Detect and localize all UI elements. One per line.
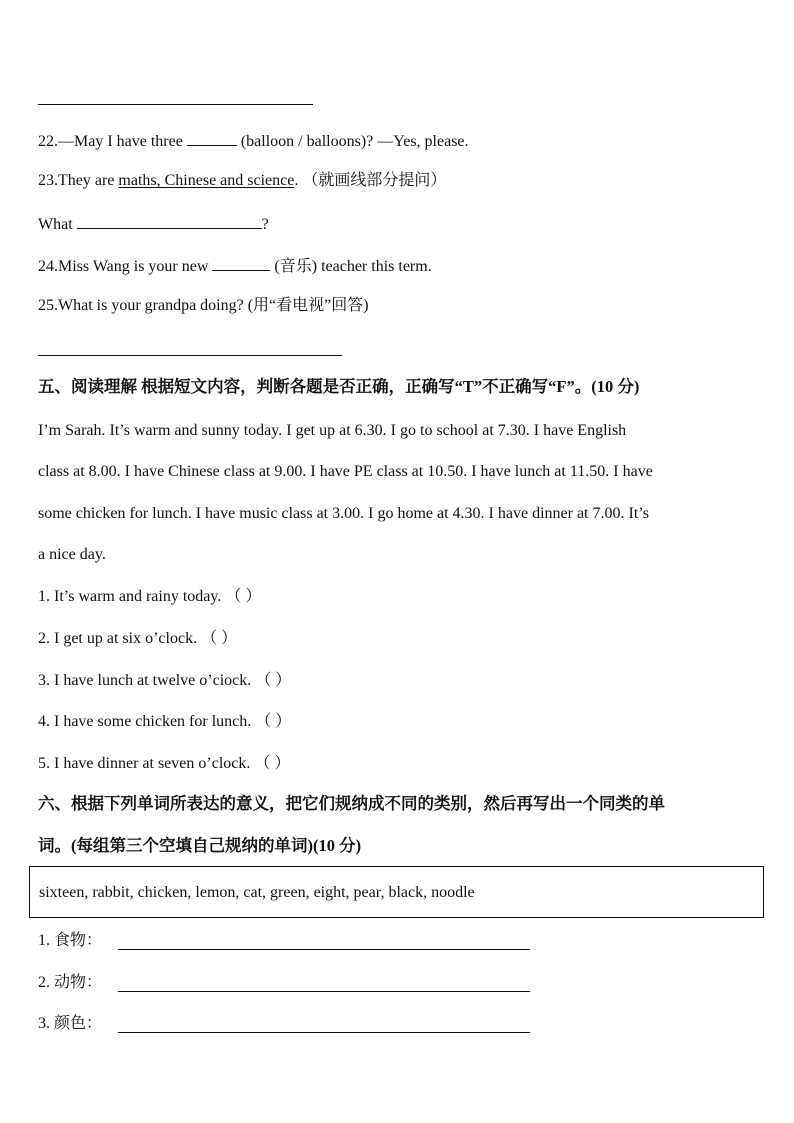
statement-4[interactable]: 4. I have some chicken for lunch. （ ） bbox=[38, 713, 292, 730]
category-animal-label: 2. 动物： bbox=[38, 974, 103, 991]
section-6-heading-line-1: 六、根据下列单词所表达的意义，把它们规纳成不同的类别，然后再写出一个同类的单 bbox=[38, 794, 665, 813]
q23-number: 23.They are bbox=[38, 172, 119, 189]
statement-2[interactable]: 2. I get up at six o’clock. （ ） bbox=[38, 630, 238, 647]
question-23-answer bbox=[38, 213, 269, 235]
q23-underlined-part: maths, Chinese and science bbox=[118, 172, 295, 189]
word-box-text: sixteen, rabbit, chicken, lemon, cat, green, eight, pear, black, noodle bbox=[39, 884, 475, 901]
q23-suffix: . （就画线部分提问） bbox=[294, 172, 447, 189]
category-color-label: 3. 颜色： bbox=[38, 1015, 103, 1032]
q22-blank[interactable] bbox=[187, 130, 237, 146]
word-box bbox=[29, 866, 764, 918]
category-food-label: 1. 食物： bbox=[38, 932, 103, 949]
question-23 bbox=[38, 171, 446, 191]
passage-line-4: a nice day. bbox=[38, 546, 106, 563]
category-color-line[interactable] bbox=[118, 1032, 530, 1033]
statement-5[interactable]: 5. I have dinner at seven o’clock. （ ） bbox=[38, 755, 291, 772]
question-25 bbox=[38, 296, 369, 316]
passage-line-3: some chicken for lunch. I have music class at 3.00. I go home at 4.30. I have dinner at 7.00. It’s bbox=[38, 505, 649, 522]
category-food-line[interactable] bbox=[118, 949, 530, 950]
statement-3[interactable]: 3. I have lunch at twelve o’ciock. （ ） bbox=[38, 672, 292, 689]
q24-suffix: (音乐) teacher this term. bbox=[270, 258, 432, 275]
passage-line-2: class at 8.00. I have Chinese class at 9.00. I have PE class at 10.50. I have lunch at 11.50. I have bbox=[38, 463, 653, 480]
q24-prefix: 24.Miss Wang is your new bbox=[38, 258, 213, 275]
passage-line-1: I’m Sarah. It’s warm and sunny today. I get up at 6.30. I go to school at 7.30. I have English bbox=[38, 422, 627, 439]
q23-blank[interactable] bbox=[77, 213, 262, 229]
q24-blank[interactable] bbox=[212, 255, 270, 271]
statement-1[interactable]: 1. It’s warm and rainy today. （ ） bbox=[38, 588, 262, 605]
answer-line-25[interactable] bbox=[38, 355, 342, 356]
question-24 bbox=[38, 255, 432, 277]
q22-prefix: 22.—May I have three bbox=[38, 133, 187, 150]
q25-text: 25.What is your grandpa doing? (用“看电视”回答) bbox=[38, 297, 369, 314]
q22-suffix: (balloon / balloons)? —Yes, please. bbox=[236, 133, 469, 150]
section-5-heading: 五、阅读理解 根据短文内容，判断各题是否正确，正确写“T”不正确写“F”。(10 分) bbox=[38, 377, 640, 396]
question-22 bbox=[38, 130, 469, 152]
section-6-heading-line-2: 词。(每组第三个空填自己规纳的单词)(10 分) bbox=[38, 836, 362, 855]
answer-line-21[interactable] bbox=[38, 104, 313, 105]
q23-what-label: What bbox=[38, 216, 77, 233]
category-animal-line[interactable] bbox=[118, 991, 530, 992]
q23-what-end: ? bbox=[261, 216, 269, 233]
